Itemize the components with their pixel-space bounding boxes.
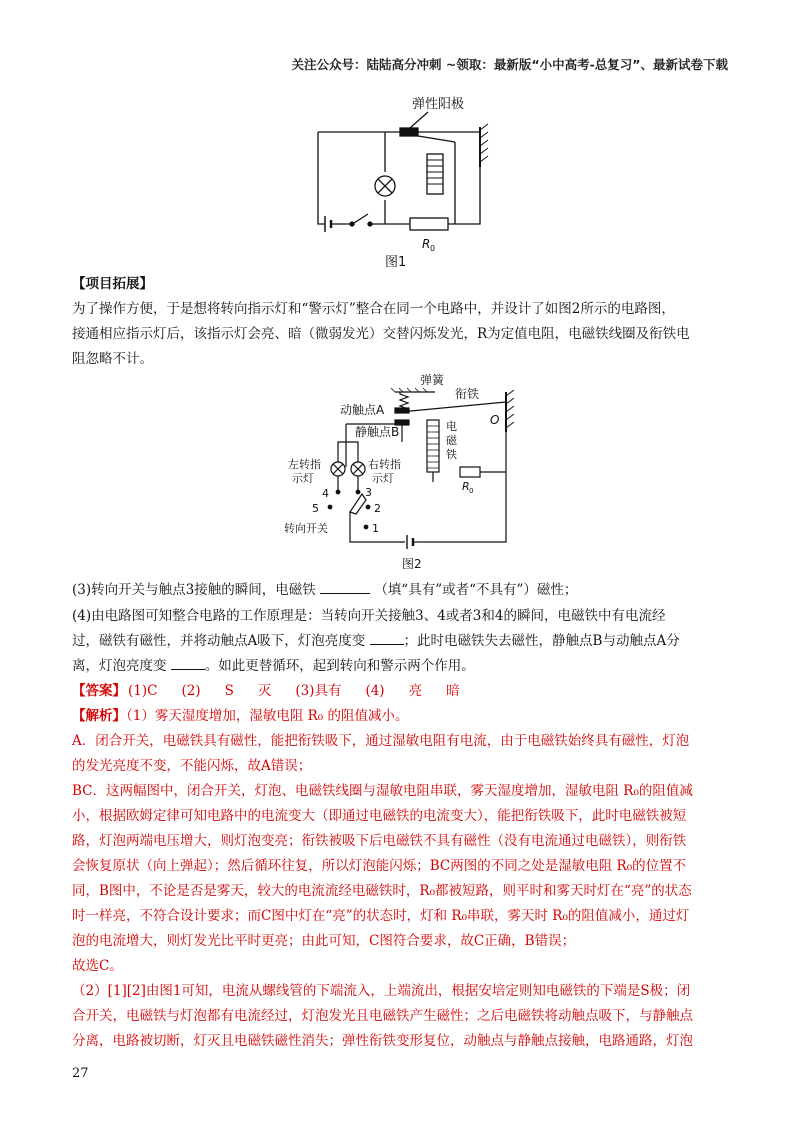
svg-text:静触点B: 静触点B	[355, 425, 400, 439]
figure-1-circuit	[290, 92, 520, 270]
question-3: (3)转向开关与触点3接触的瞬间，电磁铁 （填“具有”或者“不具有”）磁性；	[72, 582, 578, 598]
svg-text:0: 0	[469, 487, 474, 495]
question-4-line-2: 过，磁铁有磁性，并将动触点A吸下，灯泡亮度变 ；此时电磁铁失去磁性，静触点B与动触点A分	[72, 633, 680, 649]
analysis-line-6: 会恢复原状（向上弹起）；然后循环往复，所以灯泡能闪烁；BC两图的不同之处是湿敏电阻 R₀的位置不	[72, 858, 687, 874]
analysis-line-0: 【解析】（1）雾天湿度增加，湿敏电阻 R₀ 的阻值减小。	[72, 708, 409, 724]
analysis-line-7: 同，B图中，不论是否是雾天，较大的电流流经电磁铁时，R₀都被短路，则平时和雾天时灯在“亮”的状态	[72, 883, 692, 899]
analysis-line-4: 小，根据欧姆定律可知电路中的电流变大（即通过电磁铁的电流变大），能把衔铁吸下，此时电磁铁被短	[72, 808, 687, 824]
analysis-line-12: 合开关，电磁铁与灯泡都有电流经过，灯泡发光且电磁铁产生磁性；之后电磁铁将动触点吸下，与静触点	[72, 1008, 693, 1024]
page-header: 关注公众号：陆陆高分冲刺 ~领取：最新版“小中高考-总复习”、最新试卷下载	[291, 57, 728, 72]
svg-text:磁: 磁	[446, 434, 457, 447]
svg-text:3: 3	[365, 486, 372, 499]
page-number: 27	[72, 1066, 89, 1081]
svg-text:4: 4	[322, 487, 329, 500]
analysis-line-2: 的发光亮度不变，不能闪烁，故A错误；	[72, 758, 312, 774]
analysis-line-3: BC．这两幅图中，闭合开关，灯泡、电磁铁线圈与湿敏电阻串联，雾天湿度增加，湿敏电阻 R₀的阻值减	[72, 783, 693, 799]
analysis-line-9: 泡的电流增大，则灯发光比平时更亮；由此可知，C图符合要求，故C正确，B错误；	[72, 933, 576, 949]
svg-text:示灯: 示灯	[292, 472, 314, 485]
section-title: 【项目拓展】	[72, 276, 153, 292]
intro-line-3: 阻忽略不计。	[72, 351, 153, 367]
svg-text:1: 1	[372, 522, 379, 535]
r0-label: R	[422, 237, 431, 251]
svg-text:示灯: 示灯	[372, 472, 394, 485]
question-4-line-1: (4)由电路图可知整合电路的工作原理是：当转向开关接触3、4或者3和4的瞬间，电磁铁中有电流经	[72, 608, 666, 624]
svg-text:动触点A: 动触点A	[340, 403, 385, 417]
analysis-line-1: A．闭合开关，电磁铁具有磁性，能把衔铁吸下，通过湿敏电阻有电流，由于电磁铁始终具有磁性，灯泡	[72, 733, 690, 749]
analysis-line-8: 时一样亮，不符合设计要求；而C图中灯在“亮”的状态时，灯和 R₀串联，雾天时 R₀的阻值减小，通过灯	[72, 908, 690, 924]
svg-text:左转指: 左转指	[288, 458, 321, 471]
svg-text:电: 电	[446, 420, 457, 433]
svg-text:O: O	[490, 413, 500, 427]
anode-label: 弹性阳极	[412, 97, 465, 112]
svg-text:右转指: 右转指	[368, 458, 401, 471]
svg-text:R: R	[462, 480, 470, 493]
figure-2-circuit	[270, 372, 530, 572]
svg-text:转向开关: 转向开关	[284, 522, 328, 535]
svg-text:铁: 铁	[446, 448, 457, 461]
figure-1-caption: 图1	[385, 255, 407, 270]
question-4-line-3: 离，灯泡亮度变 。如此更替循环，起到转向和警示两个作用。	[72, 658, 475, 674]
analysis-line-13: 分离，电路被切断，灯灭且电磁铁磁性消失；弹性衔铁变形复位，动触点与静触点接触，电路通路，灯泡	[72, 1033, 693, 1049]
intro-line-2: 接通相应指示灯后，该指示灯会亮、暗（微弱发光）交替闪烁发光，R为定值电阻，电磁铁线圈及衔铁电	[72, 326, 690, 342]
intro-line-1: 为了操作方便，于是想将转向指示灯和“警示灯”整合在同一个电路中，并设计了如图2所示的电路图，	[72, 301, 675, 317]
svg-text:5: 5	[312, 502, 319, 515]
svg-text:衔铁: 衔铁	[455, 387, 480, 401]
svg-text:2: 2	[374, 502, 381, 515]
analysis-line-5: 路，灯泡两端电压增大，则灯泡变亮；衔铁被吸下后电磁铁不具有磁性（没有电流通过电磁铁），则衔铁	[72, 833, 687, 849]
analysis-line-11: （2）[1][2]由图1可知，电流从螺线管的下端流入，上端流出，根据安培定则知电磁铁的下端是S极；闭	[72, 983, 691, 999]
svg-text:0: 0	[430, 244, 436, 253]
analysis-line-10: 故选C。	[72, 958, 123, 974]
answer-line: 【答案】 (1)C (2) S 灭 (3)具有 (4) 亮 暗	[72, 683, 460, 699]
figure-2-caption: 图2	[402, 557, 422, 571]
svg-text:弹簧: 弹簧	[420, 373, 445, 387]
